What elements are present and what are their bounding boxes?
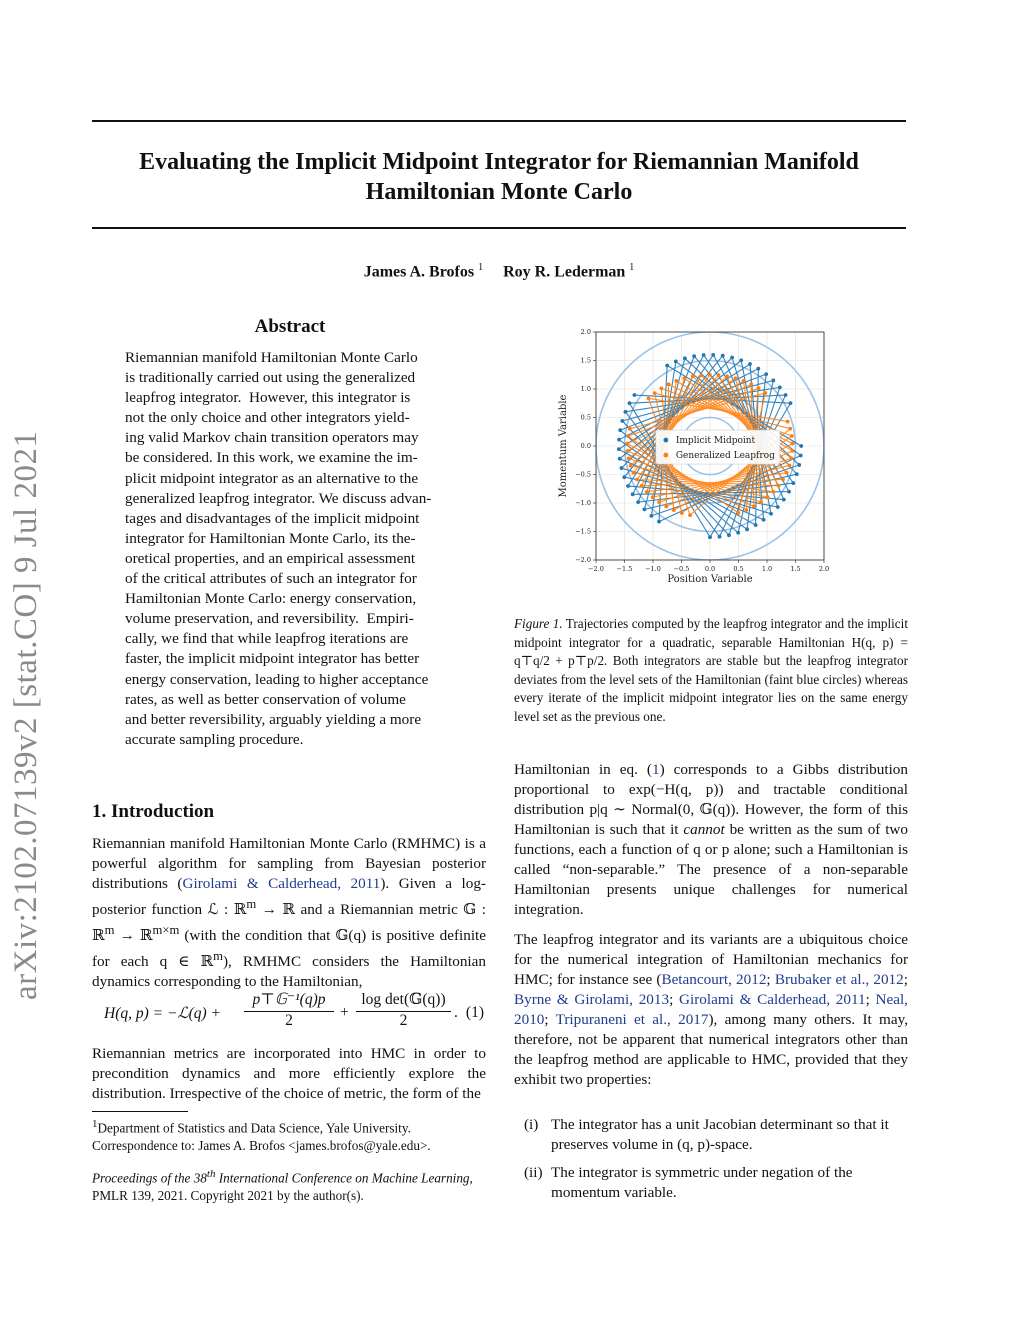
figure-1 <box>552 326 834 588</box>
trajectory-point <box>620 419 624 423</box>
list-marker: (ii) <box>524 1164 543 1181</box>
equation-1 <box>92 990 486 1036</box>
fraction-denominator: 2 <box>244 1011 334 1030</box>
footnote <box>92 1115 486 1155</box>
abstract-line: Riemannian manifold Hamiltonian Monte Carlo <box>125 349 418 366</box>
trajectory-point <box>627 457 631 461</box>
abstract-line: plicit midpoint integrator as an alternative to the <box>125 469 419 487</box>
equation-operator: + <box>340 1004 349 1021</box>
list-text: The integrator has a unit Jacobian determinant so that it preserves volume in (q, p)-space. <box>551 1116 889 1153</box>
superscript: m <box>104 923 115 938</box>
trajectory-point <box>708 535 712 539</box>
y-tick-label: 1.5 <box>580 356 591 365</box>
author-name: Roy R. Lederman <box>503 263 626 281</box>
text-span: ). Given a log-posterior function ℒ : ℝ <box>92 875 486 919</box>
trajectory-point <box>622 475 626 479</box>
trajectory-point <box>672 508 676 512</box>
superscript: m <box>213 949 223 964</box>
trajectory-point <box>635 478 639 482</box>
trajectory-point <box>664 505 668 509</box>
trajectory-point <box>791 449 795 453</box>
citation-link[interactable]: Girolami & Calderhead, 2011 <box>679 991 866 1008</box>
text-span: be written as the sum of two functions, each a function of q or p alone; such a Hamiltonian is called “non-separable.” The presence of a non-separable Hamiltonian presents unique challenges for numerical integration. <box>514 821 908 918</box>
superscript: th <box>206 1168 216 1180</box>
trajectory-point <box>725 374 729 378</box>
trajectory-point <box>777 484 781 488</box>
title-top-rule <box>92 120 906 122</box>
fraction-denominator: 2 <box>356 1011 451 1030</box>
trajectory-point <box>739 358 743 362</box>
text-span: Riemannian manifold Hamiltonian Monte Carlo (RMHMC) is a powerful algorithm for sampling from Bayesian posterior distributions ( <box>92 835 486 892</box>
trajectory-point <box>674 360 678 364</box>
trajectory-point <box>797 463 801 467</box>
legend-label: Implicit Midpoint <box>675 436 756 447</box>
x-tick-label: −1.5 <box>616 565 633 573</box>
trajectory-point <box>718 535 722 539</box>
trajectory-point <box>717 373 721 377</box>
trajectory-point <box>730 356 734 360</box>
separator: ; <box>669 991 680 1008</box>
separator: ; <box>903 971 908 988</box>
trajectory-point <box>649 514 653 518</box>
trajectory-point <box>784 393 788 397</box>
trajectory-point <box>691 374 695 378</box>
trajectory-point <box>754 523 758 527</box>
author-list <box>92 262 906 281</box>
trajectory-point <box>657 520 661 524</box>
trajectory-point <box>617 438 621 442</box>
x-tick-label: −1.0 <box>645 565 661 573</box>
paper-title <box>92 147 906 207</box>
trajectory-point <box>799 454 803 458</box>
trajectory-point <box>744 508 748 512</box>
y-axis-label: Momentum Variable <box>558 394 569 498</box>
trajectory-point <box>626 449 630 453</box>
emphasis: cannot <box>683 821 725 838</box>
intro-paragraph <box>92 834 486 992</box>
abstract-line: leapfrog integrator. However, this integrator is <box>125 389 411 407</box>
trajectory-point <box>756 367 760 371</box>
equation-ref-link[interactable]: 1 <box>651 761 660 778</box>
trajectory-point <box>708 373 712 377</box>
trajectory-point <box>617 447 621 451</box>
abstract-heading: Abstract <box>254 316 326 337</box>
abstract-line: not the only choice and other integrators yield- <box>125 409 410 427</box>
trajectory-point <box>782 498 786 502</box>
trajectory-point <box>651 495 655 499</box>
fraction-numerator: p⊤𝔾⁻¹(q)p <box>252 991 326 1008</box>
trajectory-point <box>632 393 636 397</box>
trajectory-point <box>645 490 649 494</box>
trajectory-point <box>624 410 628 414</box>
x-tick-label: 1.0 <box>761 565 773 573</box>
trajectory-point <box>618 457 622 461</box>
abstract-line: be considered. In this work, we examine the im- <box>125 449 418 467</box>
trajectory-point <box>764 372 768 376</box>
trajectory-point <box>745 527 749 531</box>
trajectory-point <box>620 466 624 470</box>
x-tick-label: −0.5 <box>673 565 690 573</box>
y-tick-label: 0.5 <box>580 413 591 422</box>
trajectory-point <box>757 386 761 390</box>
trajectory-point <box>766 495 770 499</box>
abstract-line: volume preservation, and reversibility. Empiri- <box>125 610 414 628</box>
text-span: (with the condition that 𝔾(q) is positive definite for each q ∈ ℝ <box>92 927 487 971</box>
abstract-body <box>125 348 455 750</box>
citation-link[interactable]: Tripuraneni et al., 2017 <box>555 1011 709 1028</box>
trajectory-point <box>642 507 646 511</box>
trajectory-point <box>781 477 785 481</box>
equation-number: (1) <box>465 1004 484 1021</box>
trajectory-point <box>795 472 799 476</box>
trajectory-point <box>736 531 740 535</box>
trajectory-point <box>680 511 684 515</box>
text-span: ), among many others. It may, therefore, not be apparent that numerical integrators other than the leapfrog method are applicable to HMC, provided that they exhibit two properties: <box>514 1011 908 1088</box>
caption-text: Trajectories computed by the leapfrog integrator and the implicit midpoint integrator for a quadratic, separable Hamiltonian H(q, p) = q⊤q/2 + p⊤p/2. Both integrators are stable but the leapfrog integrator deviates from the level sets of the Hamiltonian (faint blue circles) whereas every iterate of the implicit midpoint integrator lies on the same energy level set as the previous one. <box>514 616 908 724</box>
legend-marker <box>663 438 668 443</box>
equation-period: . <box>454 1004 458 1021</box>
trajectory-point <box>711 353 715 357</box>
trajectory-point <box>763 391 767 395</box>
trajectory-point <box>628 427 632 431</box>
abstract-line: tages and disadvantages of the implicit midpoint <box>125 509 420 527</box>
x-axis-label: Position Variable <box>667 574 753 585</box>
trajectory-point <box>721 354 725 358</box>
text-span: International Conference on Machine Learning <box>215 1170 470 1186</box>
trajectory-point <box>789 401 793 405</box>
trajectory-point <box>653 391 657 395</box>
citation-link[interactable]: Betancourt, 2012 <box>661 971 767 988</box>
trajectory-point <box>771 490 775 494</box>
y-tick-label: −1.0 <box>575 499 591 508</box>
trajectory-point <box>626 484 630 488</box>
abstract-line: accurate sampling procedure. <box>125 730 304 748</box>
trajectory-point <box>683 356 687 360</box>
trajectory-point <box>692 354 696 358</box>
y-tick-label: −1.5 <box>575 527 591 536</box>
text-span: → ℝ <box>114 927 153 945</box>
trajectory-point <box>688 513 692 517</box>
abstract-line: ing valid Markov chain transition operators may <box>125 429 419 447</box>
y-tick-label: 1.0 <box>580 385 591 394</box>
abstract-line: is traditionally carried out using the generalized <box>125 369 416 387</box>
trajectory-point <box>791 442 795 446</box>
trajectory-point <box>769 512 773 516</box>
y-tick-label: −0.5 <box>575 470 591 479</box>
abstract-line: and better reversibility, arguably yielding a more <box>125 710 422 728</box>
x-tick-label: 1.5 <box>790 565 801 573</box>
trajectory-point <box>785 471 789 475</box>
x-tick-label: 2.0 <box>818 565 830 573</box>
title-line-2: Hamiltonian Monte Carlo <box>365 179 633 205</box>
author-name: James A. Brofos <box>363 263 475 281</box>
trajectory-point <box>790 434 794 438</box>
x-tick-label: −2.0 <box>588 565 604 573</box>
caption-label: Figure 1. <box>514 616 563 631</box>
list-marker: (i) <box>524 1116 539 1133</box>
trajectory-point <box>778 385 782 389</box>
separator: ; <box>766 971 775 988</box>
trajectory-point <box>759 500 763 504</box>
y-tick-label: 0.0 <box>580 442 591 451</box>
body-paragraph <box>514 760 908 920</box>
abstract-line: of the critical attributes of such an integrator for <box>125 570 417 588</box>
legend-marker <box>663 453 668 458</box>
trajectory-point <box>647 396 651 400</box>
trajectory-point <box>734 376 738 380</box>
text-span: ), RMHMC considers the Hamiltonian dynamics corresponding to the Hamiltonian, <box>92 953 486 991</box>
trajectory-point <box>618 428 622 432</box>
trajectory-point <box>788 464 792 468</box>
citation-link[interactable]: Byrne & Girolami, 2013 <box>514 991 670 1008</box>
equation-fraction <box>244 990 334 1030</box>
section-heading: 1. Introduction <box>92 801 215 822</box>
trajectory-point <box>742 379 746 383</box>
trajectory-point <box>625 442 629 446</box>
footnote-rule <box>92 1111 188 1112</box>
citation-link[interactable]: Girolami & Calderhead, 2011 <box>182 875 381 892</box>
abstract-line: energy conservation, leading to higher acceptance <box>125 670 429 688</box>
text-span: The leapfrog integrator and its variants are a ubiquitous choice for the numerical integration of Hamiltonian mechanics for HMC; for instance see ( <box>514 931 908 988</box>
trajectory-point <box>790 456 794 460</box>
trajectory-point <box>776 505 780 509</box>
text-span: , PMLR 139, 2021. Copyright 2021 by the author(s). <box>92 1170 473 1204</box>
title-bottom-rule <box>92 227 906 229</box>
separator: ; <box>865 991 876 1008</box>
trajectory-point <box>628 401 632 405</box>
trajectory-point <box>799 444 803 448</box>
list-text: The integrator is symmetric under negation of the momentum variable. <box>551 1164 853 1201</box>
legend-label: Generalized Leapfrog <box>675 451 775 462</box>
equation-fraction <box>356 990 451 1030</box>
abstract-line: integrator for Hamiltonian Monte Carlo, its the- <box>125 529 416 547</box>
trajectory-point <box>629 464 633 468</box>
equation-lhs: H(q, p) = −ℒ(q) + <box>104 1005 222 1022</box>
trajectory-point <box>771 378 775 382</box>
trajectory-point <box>659 386 663 390</box>
body-paragraph <box>514 930 908 1090</box>
text-span: ) corresponds to a Gibbs distribution proportional to exp(−H(q, p)) and tractable conditional distribution p|q ∼ Normal(0, 𝔾(q)). However, the form of this Hamiltonian is such that it <box>514 761 908 838</box>
intro-paragraph: Riemannian metrics are incorporated into HMC in order to precondition dynamics and more efficiently explore the distribution. Irrespective of the choice of metric, the form of the <box>92 1045 486 1102</box>
trajectory-point <box>762 518 766 522</box>
y-tick-label: 2.0 <box>580 328 591 337</box>
trajectory-chart <box>552 326 834 588</box>
trajectory-point <box>682 376 686 380</box>
trajectory-point <box>791 481 795 485</box>
citation-link[interactable]: Brubaker et al., 2012 <box>774 971 904 988</box>
separator: ; <box>544 1011 556 1028</box>
trajectory-point <box>636 500 640 504</box>
trajectory-point <box>640 484 644 488</box>
arxiv-stamp: arXiv:2102.07139v2 [stat.CO] 9 Jul 2021 <box>8 430 44 1000</box>
x-tick-label: 0.0 <box>704 565 716 573</box>
trajectory-point <box>736 511 740 515</box>
citation-link[interactable]: Neal, 2010 <box>514 991 908 1028</box>
author-affiliation: 1 <box>629 262 635 273</box>
fraction-numerator: log det(𝔾(q)) <box>361 991 446 1008</box>
abstract-line: Hamiltonian Monte Carlo: energy conservation, <box>125 590 417 608</box>
y-tick-label: −2.0 <box>575 556 591 565</box>
trajectory-point <box>702 353 706 357</box>
trajectory-point <box>788 427 792 431</box>
text-span: Proceedings of the <box>92 1170 194 1186</box>
footnote-text: Department of Statistics and Data Science, Yale University. Correspondence to: James A. Brofos <james.brofos@yale.edu>. <box>92 1120 431 1154</box>
trajectory-point <box>631 492 635 496</box>
trajectory-point <box>667 382 671 386</box>
trajectory-point <box>749 382 753 386</box>
abstract-line: rates, as well as better conservation of volume <box>125 690 406 708</box>
superscript: m <box>246 897 257 911</box>
trajectory-point <box>665 364 669 368</box>
trajectory-point <box>786 420 790 424</box>
trajectory-point <box>752 504 756 508</box>
trajectory-point <box>699 373 703 377</box>
footnote-mark: 1 <box>92 1118 98 1130</box>
figure-caption <box>514 615 908 726</box>
abstract-line: cally, we find that while leapfrog iterations are <box>125 630 409 648</box>
abstract-line: generalized leapfrog integrator. We discuss advan- <box>125 489 432 507</box>
author-affiliation: 1 <box>478 262 484 273</box>
trajectory-point <box>674 379 678 383</box>
trajectory-point <box>727 533 731 537</box>
trajectory-point <box>626 434 630 438</box>
trajectory-point <box>748 362 752 366</box>
x-tick-label: 0.5 <box>733 565 744 573</box>
abstract-line: faster, the implicit midpoint integrator has better <box>125 650 420 668</box>
proceedings-note <box>92 1165 486 1205</box>
trajectory-point <box>787 490 791 494</box>
abstract-line: oretical properties, and an empirical assessment <box>125 549 416 567</box>
superscript: m×m <box>152 923 180 938</box>
text-span: → ℝ and a Riemannian metric 𝔾 : ℝ <box>92 901 486 945</box>
trajectory-point <box>631 471 635 475</box>
title-line-1: Evaluating the Implicit Midpoint Integrator for Riemannian Manifold <box>139 149 859 175</box>
text-span: Hamiltonian in eq. ( <box>514 761 652 778</box>
text-span: 38 <box>193 1170 207 1186</box>
trajectory-point <box>657 500 661 504</box>
